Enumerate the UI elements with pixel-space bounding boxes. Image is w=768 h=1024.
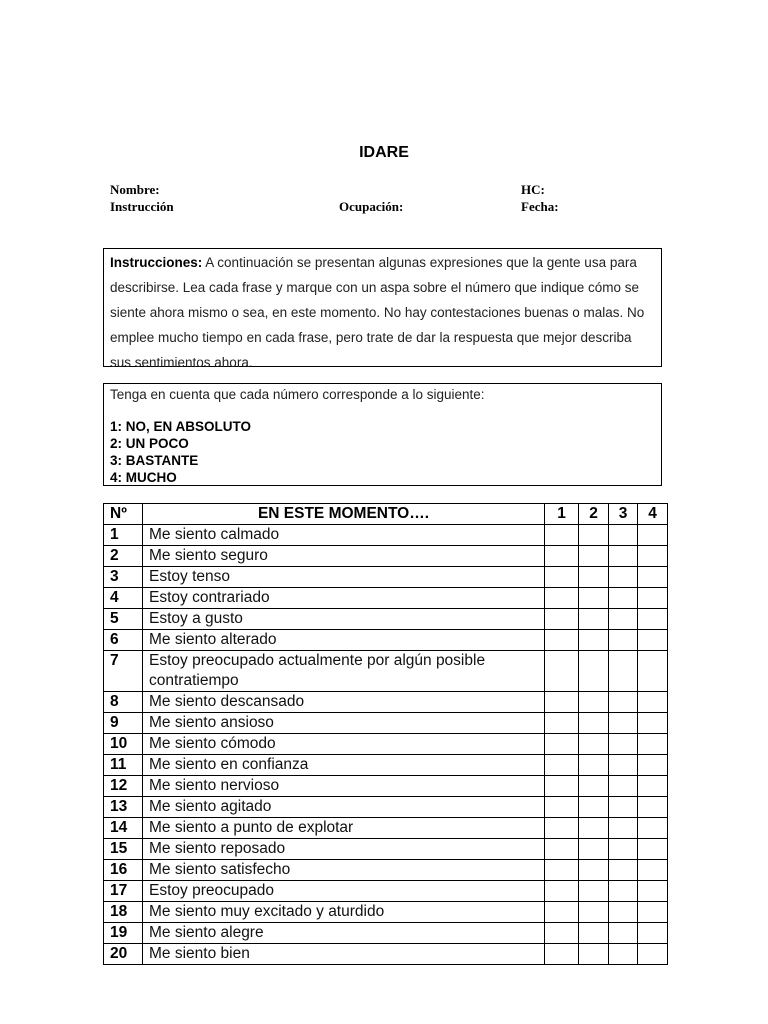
- answer-cell-4[interactable]: [638, 734, 668, 755]
- item-number: 9: [104, 713, 143, 734]
- answer-cell-2[interactable]: [579, 651, 609, 692]
- answer-cell-3[interactable]: [609, 588, 638, 609]
- item-statement: Me siento satisfecho: [143, 860, 545, 881]
- answer-cell-3[interactable]: [609, 567, 638, 588]
- answer-cell-2[interactable]: [579, 734, 609, 755]
- item-statement: Me siento a punto de explotar: [143, 818, 545, 839]
- answer-cell-1[interactable]: [545, 797, 579, 818]
- fecha-label: Fecha:: [521, 199, 559, 214]
- answer-cell-3[interactable]: [609, 755, 638, 776]
- item-number: 6: [104, 630, 143, 651]
- document-title: IDARE: [359, 144, 409, 161]
- item-number: 17: [104, 881, 143, 902]
- item-statement: Me siento muy excitado y aturdido: [143, 902, 545, 923]
- table-row: [104, 713, 668, 734]
- answer-cell-1[interactable]: [545, 734, 579, 755]
- answer-cell-4[interactable]: [638, 567, 668, 588]
- answer-cell-4[interactable]: [638, 546, 668, 567]
- item-statement: Me siento bien: [143, 944, 545, 965]
- answer-cell-1[interactable]: [545, 923, 579, 944]
- answer-cell-2[interactable]: [579, 567, 609, 588]
- answer-cell-2[interactable]: [579, 923, 609, 944]
- answer-cell-3[interactable]: [609, 776, 638, 797]
- item-number: 18: [104, 902, 143, 923]
- table-row: [104, 609, 668, 630]
- item-number: 10: [104, 734, 143, 755]
- item-number: 11: [104, 755, 143, 776]
- instructions-box: [103, 248, 662, 370]
- answer-cell-1[interactable]: [545, 755, 579, 776]
- answer-cell-4[interactable]: [638, 776, 668, 797]
- table-row: [104, 776, 668, 797]
- table-row: [104, 692, 668, 713]
- answer-cell-3[interactable]: [609, 944, 638, 965]
- answer-cell-4[interactable]: [638, 923, 668, 944]
- answer-cell-3[interactable]: [609, 713, 638, 734]
- answer-cell-3[interactable]: [609, 923, 638, 944]
- answer-cell-4[interactable]: [638, 881, 668, 902]
- answer-cell-2[interactable]: [579, 818, 609, 839]
- item-number: 7: [104, 651, 143, 692]
- scale-legend-box: [103, 383, 662, 486]
- answer-cell-4[interactable]: [638, 902, 668, 923]
- item-number: 5: [104, 609, 143, 630]
- header-option-1: 1: [545, 504, 579, 525]
- header-option-2: 2: [579, 504, 609, 525]
- table-row: [104, 902, 668, 923]
- answer-cell-1[interactable]: [545, 588, 579, 609]
- answer-cell-3[interactable]: [609, 818, 638, 839]
- questionnaire-body: [104, 525, 668, 965]
- answer-cell-1[interactable]: [545, 692, 579, 713]
- answer-cell-1[interactable]: [545, 713, 579, 734]
- answer-cell-3[interactable]: [609, 734, 638, 755]
- answer-cell-2[interactable]: [579, 881, 609, 902]
- answer-cell-1[interactable]: [545, 567, 579, 588]
- table-row: [104, 588, 668, 609]
- answer-cell-3[interactable]: [609, 609, 638, 630]
- item-number: 14: [104, 818, 143, 839]
- answer-cell-3[interactable]: [609, 525, 638, 546]
- item-statement: Estoy tenso: [143, 567, 545, 588]
- table-row: [104, 755, 668, 776]
- answer-cell-4[interactable]: [638, 692, 668, 713]
- item-number: 8: [104, 692, 143, 713]
- table-row: [104, 860, 668, 881]
- item-number: 15: [104, 839, 143, 860]
- answer-cell-4[interactable]: [638, 525, 668, 546]
- item-statement: Me siento ansioso: [143, 713, 545, 734]
- item-number: 3: [104, 567, 143, 588]
- answer-cell-2[interactable]: [579, 902, 609, 923]
- item-statement: Me siento calmado: [143, 525, 545, 546]
- item-statement: Estoy contrariado: [143, 588, 545, 609]
- item-number: 1: [104, 525, 143, 546]
- table-row: [104, 839, 668, 860]
- item-statement: Me siento seguro: [143, 546, 545, 567]
- answer-cell-1[interactable]: [545, 881, 579, 902]
- item-number: 13: [104, 797, 143, 818]
- answer-cell-1[interactable]: [545, 546, 579, 567]
- answer-cell-3[interactable]: [609, 651, 638, 692]
- answer-cell-2[interactable]: [579, 692, 609, 713]
- answer-cell-3[interactable]: [609, 839, 638, 860]
- answer-cell-3[interactable]: [609, 902, 638, 923]
- answer-cell-4[interactable]: [638, 713, 668, 734]
- instructions-label: Instrucciones:: [110, 255, 203, 270]
- answer-cell-4[interactable]: [638, 797, 668, 818]
- questionnaire-table: [103, 503, 668, 965]
- table-row: [104, 546, 668, 567]
- legend-item: 1: NO, EN ABSOLUTO: [110, 419, 252, 434]
- answer-cell-2[interactable]: [579, 609, 609, 630]
- answer-cell-1[interactable]: [545, 818, 579, 839]
- answer-cell-4[interactable]: [638, 860, 668, 881]
- item-statement: Me siento alterado: [143, 630, 545, 651]
- legend-item: 3: BASTANTE: [110, 453, 199, 468]
- answer-cell-4[interactable]: [638, 818, 668, 839]
- item-statement: Me siento cómodo: [143, 734, 545, 755]
- answer-cell-2[interactable]: [579, 755, 609, 776]
- answer-cell-1[interactable]: [545, 860, 579, 881]
- table-row: [104, 525, 668, 546]
- table-row: [104, 881, 668, 902]
- instructions-text: A continuación se presentan algunas expresiones que la gente usa para describirse. Lea cada frase y marque con un aspa sobre el número que indique cómo se siente ahora mismo o sea, en este momento. No hay contestaciones buenas o malas. No emplee mucho tiempo en cada frase, pero trate de dar la respuesta que mejor describa sus sentimientos ahora.: [110, 255, 645, 370]
- table-row: [104, 567, 668, 588]
- answer-cell-3[interactable]: [609, 692, 638, 713]
- answer-cell-2[interactable]: [579, 713, 609, 734]
- answer-cell-2[interactable]: [579, 797, 609, 818]
- item-statement: Me siento descansado: [143, 692, 545, 713]
- nombre-label: Nombre:: [110, 182, 160, 197]
- item-number: 19: [104, 923, 143, 944]
- answer-cell-1[interactable]: [545, 609, 579, 630]
- item-statement: Estoy a gusto: [143, 609, 545, 630]
- answer-cell-2[interactable]: [579, 525, 609, 546]
- answer-cell-4[interactable]: [638, 839, 668, 860]
- answer-cell-2[interactable]: [579, 860, 609, 881]
- item-statement: Me siento agitado: [143, 797, 545, 818]
- answer-cell-4[interactable]: [638, 609, 668, 630]
- answer-cell-4[interactable]: [638, 651, 668, 692]
- answer-cell-3[interactable]: [609, 881, 638, 902]
- table-row: [104, 734, 668, 755]
- answer-cell-1[interactable]: [545, 902, 579, 923]
- answer-cell-3[interactable]: [609, 860, 638, 881]
- header-option-4: 4: [638, 504, 668, 525]
- item-statement: Me siento nervioso: [143, 776, 545, 797]
- answer-cell-2[interactable]: [579, 944, 609, 965]
- answer-cell-4[interactable]: [638, 630, 668, 651]
- answer-cell-1[interactable]: [545, 944, 579, 965]
- answer-cell-3[interactable]: [609, 797, 638, 818]
- answer-cell-1[interactable]: [545, 776, 579, 797]
- table-row: [104, 630, 668, 651]
- instruccion-label: Instrucción: [110, 199, 174, 214]
- answer-cell-1[interactable]: [545, 525, 579, 546]
- item-statement: Estoy preocupado: [143, 881, 545, 902]
- table-row: [104, 923, 668, 944]
- table-row: [104, 818, 668, 839]
- answer-cell-4[interactable]: [638, 588, 668, 609]
- header-statement: EN ESTE MOMENTO….: [143, 504, 545, 525]
- answer-cell-1[interactable]: [545, 839, 579, 860]
- item-statement: Estoy preocupado actualmente por algún posible contratiempo: [143, 651, 545, 692]
- table-header-row: [104, 504, 668, 525]
- answer-cell-2[interactable]: [579, 588, 609, 609]
- answer-cell-2[interactable]: [579, 839, 609, 860]
- answer-cell-3[interactable]: [609, 630, 638, 651]
- item-statement: Me siento reposado: [143, 839, 545, 860]
- item-number: 2: [104, 546, 143, 567]
- answer-cell-3[interactable]: [609, 546, 638, 567]
- answer-cell-4[interactable]: [638, 944, 668, 965]
- item-number: 16: [104, 860, 143, 881]
- legend-intro: Tenga en cuenta que cada número corresponde a lo siguiente:: [110, 387, 485, 402]
- item-statement: Me siento en confianza: [143, 755, 545, 776]
- header-option-3: 3: [609, 504, 638, 525]
- answer-cell-2[interactable]: [579, 630, 609, 651]
- answer-cell-4[interactable]: [638, 755, 668, 776]
- item-statement: Me siento alegre: [143, 923, 545, 944]
- answer-cell-2[interactable]: [579, 546, 609, 567]
- ocupacion-label: Ocupación:: [339, 199, 404, 214]
- answer-cell-2[interactable]: [579, 776, 609, 797]
- item-number: 20: [104, 944, 143, 965]
- item-number: 12: [104, 776, 143, 797]
- answer-cell-1[interactable]: [545, 630, 579, 651]
- legend-item: 2: UN POCO: [110, 436, 189, 451]
- table-row: [104, 651, 668, 692]
- item-number: 4: [104, 588, 143, 609]
- table-row: [104, 944, 668, 965]
- hc-label: HC:: [521, 182, 545, 197]
- legend-item: 4: MUCHO: [110, 470, 177, 485]
- table-row: [104, 797, 668, 818]
- answer-cell-1[interactable]: [545, 651, 579, 692]
- header-number: Nº: [104, 504, 143, 525]
